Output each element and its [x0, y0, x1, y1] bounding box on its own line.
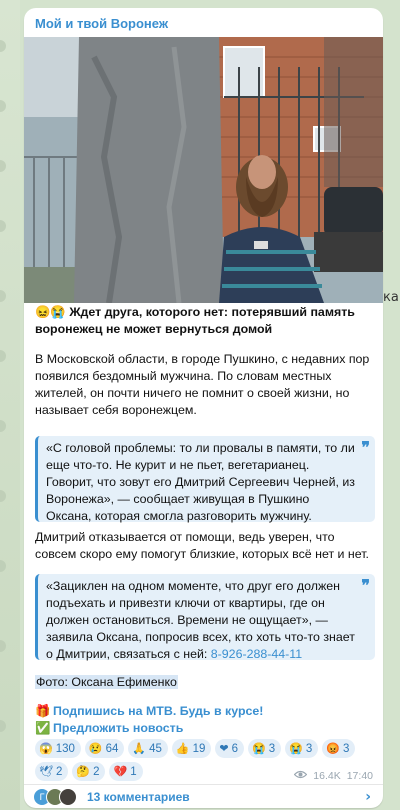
reaction-pill[interactable] — [172, 739, 212, 758]
folded-hands-icon: 🙏 — [132, 743, 147, 755]
comments-button[interactable] — [24, 785, 383, 808]
quote-mark-icon: ❞ — [361, 576, 370, 595]
post-meta — [294, 770, 373, 782]
check-mark-icon: ✅ — [35, 721, 51, 735]
edge-dot — [0, 350, 6, 362]
views-icon — [294, 770, 307, 782]
phone-link[interactable]: 8-926-288-44-11 — [210, 647, 303, 661]
blockquote-1-text: «С головой проблемы: то ли провалы в памяти, то ли еще что-то. Не курит и не пьет, вегетарианец. Говорит, что зовут его Дмитрий Сергеевич Черней, из Воронежа», — сообщает живущая в Пушкино Оксана, которая смогла разговорить мужчину. — [46, 441, 355, 523]
post-headline — [35, 304, 375, 338]
reaction-count: 3 — [342, 742, 350, 755]
edge-dot — [0, 100, 6, 112]
edge-dot — [0, 220, 6, 232]
edge-dot — [0, 720, 6, 732]
adjacent-message-fragment: ка — [383, 290, 399, 305]
reaction-pill[interactable] — [109, 762, 142, 781]
channel-name[interactable]: Мой и твой Воронеж — [35, 16, 169, 31]
subscribe-link-label: Подпишись на МТВ. Будь в курсе! — [53, 704, 264, 718]
blockquote-1 — [35, 436, 375, 522]
edge-dot — [0, 640, 6, 652]
suggest-news-link[interactable] — [35, 720, 263, 737]
reaction-count: 6 — [231, 742, 239, 755]
reaction-pill[interactable] — [215, 739, 244, 758]
post-paragraph-1: В Московской области, в городе Пушкино, с недавних пор появился бездомный мужчина. По словам местных жителей, он почти ничего не помнит о своей жизни, но называет себя воронежцем. — [35, 352, 370, 417]
reaction-count: 2 — [93, 765, 100, 778]
reaction-count: 130 — [55, 742, 75, 755]
edge-dot — [0, 160, 6, 172]
crying-face-icon: 😢 — [88, 743, 103, 755]
edge-dot — [0, 420, 6, 432]
reaction-pill[interactable] — [72, 762, 105, 781]
dove-icon: 🕊 — [39, 766, 53, 778]
reaction-count: 2 — [55, 765, 63, 778]
reaction-pill[interactable] — [35, 739, 81, 758]
edge-dot — [0, 290, 6, 302]
comments-label: 13 комментариев — [87, 789, 190, 804]
views-count: 16.4K — [313, 770, 341, 782]
gift-icon: 🎁 — [35, 704, 51, 718]
loudly-crying-face-icon: 😭 — [252, 743, 266, 755]
blockquote-2 — [35, 574, 375, 660]
quote-mark-icon: ❞ — [361, 438, 370, 457]
post-links — [35, 703, 263, 737]
left-edge-strip — [0, 0, 20, 810]
suggest-news-link-label: Предложить новость — [53, 721, 184, 735]
chevron-right-icon: › — [365, 789, 371, 805]
photo-credit: Фото: Оксана Ефименко — [36, 675, 177, 689]
post-photo[interactable] — [24, 37, 383, 303]
headline-emoji-icon: 😖😭 — [35, 305, 66, 319]
headline-text: Ждет друга, которого нет: потерявший память воронежец не может вернуться домой — [35, 305, 355, 336]
reaction-pill[interactable] — [35, 762, 68, 781]
post-time: 17:40 — [346, 770, 373, 782]
heart-icon: ❤ — [219, 743, 229, 755]
post-photo-image — [24, 37, 383, 303]
reaction-pill[interactable] — [248, 739, 281, 758]
reaction-count: 3 — [268, 742, 276, 755]
post-paragraph-2: Дмитрий отказывается от помощи, ведь уверен, что совсем скоро ему помогут близкие, которых всё нет и нет. — [35, 530, 369, 561]
reaction-pill[interactable] — [322, 739, 355, 758]
edge-dot — [0, 560, 6, 572]
channel-post-bubble[interactable] — [24, 8, 383, 808]
reaction-count: 19 — [192, 742, 206, 755]
thumbs-up-icon: 👍 — [175, 743, 190, 755]
thinking-face-icon: 🤔 — [76, 766, 91, 778]
avatar: Г — [33, 788, 51, 806]
angry-face-icon: 😡 — [326, 743, 340, 755]
reaction-pill[interactable] — [128, 739, 168, 758]
reaction-pill[interactable] — [85, 739, 125, 758]
edge-dot — [0, 40, 6, 52]
reaction-count: 45 — [149, 742, 162, 755]
broken-heart-icon: 💔 — [113, 766, 128, 778]
blockquote-2-text: «Зациклен на одном моменте, что друг его должен подъехать и привезти ключи от квартиры, где он должен остановиться. Времени не ощущает», — заявила Оксана, попросив всех, кто хоть что-то знает о Дмитрии, связаться с ней: — [46, 579, 355, 661]
avatar — [59, 788, 77, 806]
sob-face-icon: 😭 — [289, 743, 303, 755]
reaction-count: 64 — [105, 742, 119, 755]
commenter-avatars — [33, 788, 77, 806]
reaction-pill[interactable] — [285, 739, 318, 758]
screaming-face-icon: 😱 — [39, 743, 53, 755]
reaction-count: 3 — [305, 742, 313, 755]
edge-dot — [0, 490, 6, 502]
reaction-count: 1 — [130, 765, 137, 778]
subscribe-link[interactable] — [35, 703, 263, 720]
